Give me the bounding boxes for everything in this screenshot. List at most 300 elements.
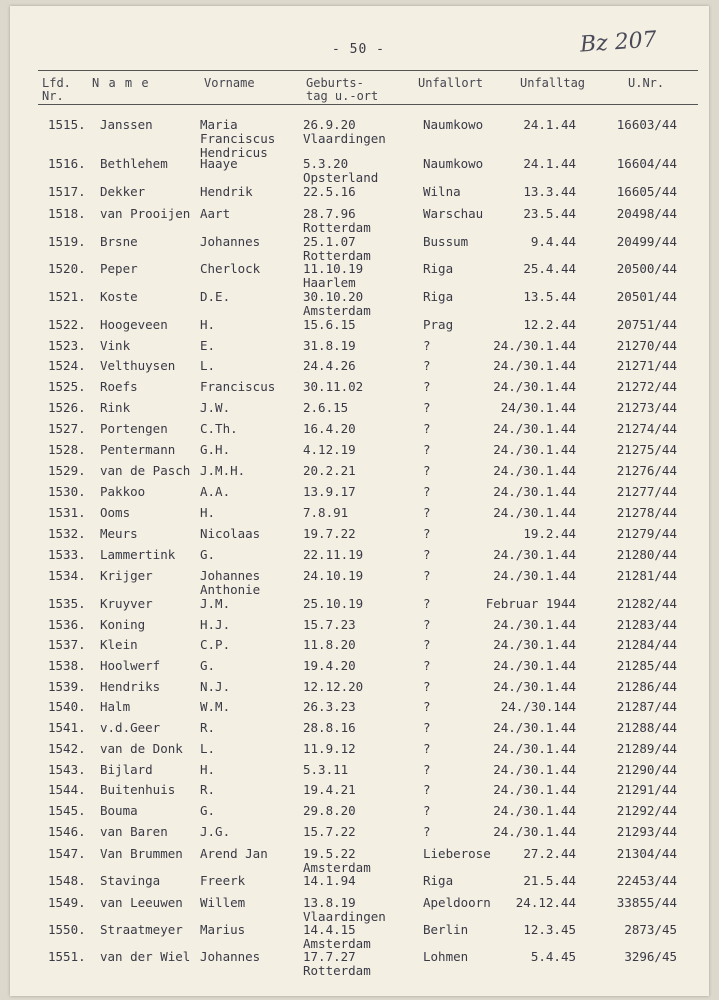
row-geburt: 28.7.96 Rotterdam — [303, 206, 371, 235]
row-u-nr: 21281/44 — [616, 568, 677, 583]
row-name: Brsne — [100, 234, 138, 249]
row-u-nr: 20501/44 — [616, 289, 677, 304]
row-number: 1539. — [48, 679, 86, 694]
row-geburt: 2.6.15 — [303, 400, 349, 415]
table-row — [0, 721, 719, 741]
row-u-nr: 33855/44 — [616, 895, 677, 910]
row-geburt: 22.11.19 — [303, 547, 364, 562]
row-geburt: 19.7.22 — [303, 526, 356, 541]
row-vorname: Hendrik — [200, 184, 253, 199]
row-number: 1531. — [48, 505, 86, 520]
row-vorname: D.E. — [200, 289, 231, 304]
row-vorname: G. — [200, 803, 216, 818]
row-vorname: H. — [200, 762, 216, 777]
row-unfalltag: 24./30.1.44 — [493, 338, 576, 353]
row-unfallort: Warschau — [423, 206, 484, 221]
row-name: Van Brummen — [100, 846, 183, 861]
row-u-nr: 21277/44 — [616, 484, 677, 499]
table-row — [0, 874, 719, 894]
row-u-nr: 21283/44 — [616, 617, 677, 632]
row-u-nr: 16605/44 — [616, 184, 677, 199]
row-unfallort: ? — [423, 720, 431, 735]
row-number: 1516. — [48, 156, 86, 171]
row-number: 1546. — [48, 824, 86, 839]
row-vorname: N.J. — [200, 679, 231, 694]
row-geburt: 14.1.94 — [303, 873, 356, 888]
row-unfallort: ? — [423, 803, 431, 818]
row-geburt: 5.3.20 Opsterland — [303, 156, 379, 185]
row-name: Kruyver — [100, 596, 153, 611]
row-unfalltag: 24./30.1.44 — [493, 720, 576, 735]
row-unfallort: ? — [423, 782, 431, 797]
table-row — [0, 261, 719, 290]
row-unfallort: ? — [423, 400, 431, 415]
row-name: Stavinga — [100, 873, 161, 888]
row-unfallort: Lohmen — [423, 949, 469, 964]
row-number: 1543. — [48, 762, 86, 777]
row-unfalltag: 24./30.1.44 — [493, 358, 576, 373]
table-row — [0, 680, 719, 700]
row-unfallort: ? — [423, 617, 431, 632]
row-geburt: 15.7.22 — [303, 824, 356, 839]
row-unfallort: ? — [423, 568, 431, 583]
row-u-nr: 21293/44 — [616, 824, 677, 839]
row-unfallort: Riga — [423, 873, 454, 888]
row-unfalltag: 24./30.1.44 — [493, 421, 576, 436]
row-geburt: 11.10.19 Haarlem — [303, 261, 364, 290]
row-name: Rink — [100, 400, 131, 415]
row-name: Koste — [100, 289, 138, 304]
table-row — [0, 638, 719, 658]
row-name: Velthuysen — [100, 358, 176, 373]
row-u-nr: 21276/44 — [616, 463, 677, 478]
row-unfalltag: 23.5.44 — [523, 206, 576, 221]
row-name: Bijlard — [100, 762, 153, 777]
row-vorname: Johannes — [200, 234, 261, 249]
row-geburt: 30.10.20 Amsterdam — [303, 289, 371, 318]
table-row — [0, 763, 719, 783]
row-vorname: J.W. — [200, 400, 231, 415]
row-unfalltag: 24./30.1.44 — [493, 442, 576, 457]
row-vorname: G.H. — [200, 442, 231, 457]
row-number: 1517. — [48, 184, 86, 199]
row-name: Dekker — [100, 184, 146, 199]
row-name: van der Wiel — [100, 949, 191, 964]
row-geburt: 11.8.20 — [303, 637, 356, 652]
row-name: Straatmeyer — [100, 922, 183, 937]
row-unfalltag: 24./30.1.44 — [493, 379, 576, 394]
row-unfalltag: 24.1.44 — [523, 117, 576, 132]
table-row — [0, 443, 719, 463]
row-number: 1537. — [48, 637, 86, 652]
row-vorname: Haaye — [200, 156, 238, 171]
row-number: 1522. — [48, 317, 86, 332]
table-row — [0, 206, 719, 235]
table-row — [0, 506, 719, 526]
row-unfallort: ? — [423, 637, 431, 652]
row-name: van de Donk — [100, 741, 183, 756]
row-u-nr: 21271/44 — [616, 358, 677, 373]
row-u-nr: 21287/44 — [616, 699, 677, 714]
row-number: 1520. — [48, 261, 86, 276]
row-unfalltag: 25.4.44 — [523, 261, 576, 276]
row-unfallort: Riga — [423, 289, 454, 304]
row-number: 1521. — [48, 289, 86, 304]
row-number: 1550. — [48, 922, 86, 937]
row-vorname: Freerk — [200, 873, 246, 888]
row-u-nr: 21272/44 — [616, 379, 677, 394]
row-unfallort: ? — [423, 741, 431, 756]
row-geburt: 14.4.15 Amsterdam — [303, 922, 371, 951]
handwritten-stamp: Bz 207 — [579, 27, 658, 58]
table-row — [0, 568, 719, 597]
row-unfalltag: 24./30.1.44 — [493, 463, 576, 478]
row-name: Peper — [100, 261, 138, 276]
table-row — [0, 895, 719, 924]
table-row — [0, 485, 719, 505]
row-u-nr: 21273/44 — [616, 400, 677, 415]
row-unfallort: Wilna — [423, 184, 461, 199]
row-number: 1515. — [48, 117, 86, 132]
row-unfallort: ? — [423, 358, 431, 373]
row-unfallort: ? — [423, 679, 431, 694]
row-u-nr: 21270/44 — [616, 338, 677, 353]
row-vorname: Marius — [200, 922, 246, 937]
row-unfallort: Naumkowo — [423, 156, 484, 171]
row-geburt: 20.2.21 — [303, 463, 356, 478]
row-vorname: R. — [200, 720, 216, 735]
row-vorname: Cherlock — [200, 261, 261, 276]
row-vorname: Franciscus — [200, 379, 276, 394]
row-geburt: 28.8.16 — [303, 720, 356, 735]
row-unfalltag: 24./30.1.44 — [493, 741, 576, 756]
row-unfallort: ? — [423, 463, 431, 478]
table-row — [0, 339, 719, 359]
row-unfalltag: 19.2.44 — [523, 526, 576, 541]
row-unfallort: ? — [423, 658, 431, 673]
row-number: 1518. — [48, 206, 86, 221]
table-row — [0, 289, 719, 318]
row-vorname: G. — [200, 658, 216, 673]
row-u-nr: 21291/44 — [616, 782, 677, 797]
row-number: 1540. — [48, 699, 86, 714]
row-name: Lammertink — [100, 547, 176, 562]
row-name: Ooms — [100, 505, 131, 520]
row-unfallort: ? — [423, 484, 431, 499]
row-vorname: L. — [200, 358, 216, 373]
row-name: Bouma — [100, 803, 138, 818]
row-u-nr: 21279/44 — [616, 526, 677, 541]
row-geburt: 13.8.19 Vlaardingen — [303, 895, 386, 924]
row-number: 1527. — [48, 421, 86, 436]
row-unfallort: ? — [423, 596, 431, 611]
row-vorname: Arend Jan — [200, 846, 268, 861]
row-unfalltag: 24./30.1.44 — [493, 679, 576, 694]
row-unfallort: ? — [423, 547, 431, 562]
row-unfallort: Naumkowo — [423, 117, 484, 132]
row-name: Bethlehem — [100, 156, 168, 171]
row-geburt: 12.12.20 — [303, 679, 364, 694]
row-unfallort: ? — [423, 824, 431, 839]
row-number: 1525. — [48, 379, 86, 394]
table-row — [0, 318, 719, 338]
row-name: van de Pasch — [100, 463, 191, 478]
row-geburt: 25.1.07 Rotterdam — [303, 234, 371, 263]
row-u-nr: 20499/44 — [616, 234, 677, 249]
row-name: Buitenhuis — [100, 782, 176, 797]
row-vorname: J.M. — [200, 596, 231, 611]
row-vorname: C.P. — [200, 637, 231, 652]
row-number: 1526. — [48, 400, 86, 415]
row-u-nr: 21285/44 — [616, 658, 677, 673]
row-u-nr: 21289/44 — [616, 741, 677, 756]
row-u-nr: 21304/44 — [616, 846, 677, 861]
row-u-nr: 21292/44 — [616, 803, 677, 818]
row-number: 1547. — [48, 846, 86, 861]
row-number: 1534. — [48, 568, 86, 583]
row-unfalltag: 24./30.1.44 — [493, 505, 576, 520]
row-vorname: L. — [200, 741, 216, 756]
row-u-nr: 20500/44 — [616, 261, 677, 276]
row-u-nr: 20498/44 — [616, 206, 677, 221]
row-name: Hendriks — [100, 679, 161, 694]
row-u-nr: 16604/44 — [616, 156, 677, 171]
row-name: Krijger — [100, 568, 153, 583]
row-name: van Leeuwen — [100, 895, 183, 910]
row-geburt: 19.4.21 — [303, 782, 356, 797]
row-vorname: C.Th. — [200, 421, 238, 436]
row-name: van Baren — [100, 824, 168, 839]
table-row — [0, 783, 719, 803]
table-row — [0, 659, 719, 679]
row-unfalltag: 12.2.44 — [523, 317, 576, 332]
header-vorname: Vorname — [204, 76, 255, 90]
row-unfallort: ? — [423, 762, 431, 777]
row-name: Hoolwerf — [100, 658, 161, 673]
row-geburt: 25.10.19 — [303, 596, 364, 611]
row-vorname: E. — [200, 338, 216, 353]
header-name: N a m e — [92, 76, 150, 90]
row-vorname: R. — [200, 782, 216, 797]
row-u-nr: 16603/44 — [616, 117, 677, 132]
header-u-nr: U.Nr. — [628, 76, 665, 90]
row-number: 1548. — [48, 873, 86, 888]
row-u-nr: 21280/44 — [616, 547, 677, 562]
row-name: v.d.Geer — [100, 720, 161, 735]
row-geburt: 30.11.02 — [303, 379, 364, 394]
table-row — [0, 825, 719, 845]
row-unfalltag: 12.3.45 — [523, 922, 576, 937]
row-number: 1536. — [48, 617, 86, 632]
row-geburt: 5.3.11 — [303, 762, 349, 777]
row-unfallort: ? — [423, 338, 431, 353]
row-unfalltag: 24./30.1.44 — [493, 547, 576, 562]
row-vorname: Aart — [200, 206, 231, 221]
table-row — [0, 185, 719, 205]
row-unfalltag: 24./30.144 — [500, 699, 576, 714]
row-u-nr: 20751/44 — [616, 317, 677, 332]
row-number: 1528. — [48, 442, 86, 457]
row-u-nr: 21284/44 — [616, 637, 677, 652]
row-name: Pakkoo — [100, 484, 146, 499]
row-geburt: 19.5.22 Amsterdam — [303, 846, 371, 875]
table-row — [0, 156, 719, 185]
row-vorname: H. — [200, 317, 216, 332]
table-row — [0, 804, 719, 824]
row-number: 1549. — [48, 895, 86, 910]
row-unfallort: Prag — [423, 317, 454, 332]
row-unfallort: Berlin — [423, 922, 469, 937]
row-vorname: W.M. — [200, 699, 231, 714]
row-u-nr: 21282/44 — [616, 596, 677, 611]
row-unfallort: ? — [423, 421, 431, 436]
row-unfallort: ? — [423, 526, 431, 541]
row-name: Pentermann — [100, 442, 176, 457]
row-unfalltag: 13.3.44 — [523, 184, 576, 199]
header-top-rule — [38, 70, 698, 71]
row-unfalltag: 5.4.45 — [530, 949, 576, 964]
row-vorname: J.G. — [200, 824, 231, 839]
table-row — [0, 422, 719, 442]
row-unfallort: ? — [423, 505, 431, 520]
row-vorname: Willem — [200, 895, 246, 910]
row-unfallort: Riga — [423, 261, 454, 276]
row-unfallort: Bussum — [423, 234, 469, 249]
row-unfalltag: Februar 1944 — [485, 596, 576, 611]
table-row — [0, 401, 719, 421]
row-name: van Prooijen — [100, 206, 191, 221]
row-unfallort: ? — [423, 379, 431, 394]
row-geburt: 26.3.23 — [303, 699, 356, 714]
row-geburt: 4.12.19 — [303, 442, 356, 457]
table-row — [0, 527, 719, 547]
header-unfalltag: Unfalltag — [520, 76, 586, 90]
row-vorname: A.A. — [200, 484, 231, 499]
row-name: Janssen — [100, 117, 153, 132]
table-row — [0, 117, 719, 160]
row-name: Koning — [100, 617, 146, 632]
row-unfalltag: 24./30.1.44 — [493, 762, 576, 777]
row-vorname: Nicolaas — [200, 526, 261, 541]
table-row — [0, 380, 719, 400]
row-u-nr: 22453/44 — [616, 873, 677, 888]
row-vorname: Johannes Anthonie — [200, 568, 261, 597]
table-row — [0, 700, 719, 720]
table-row — [0, 359, 719, 379]
row-vorname: H. — [200, 505, 216, 520]
page-number: - 50 - — [332, 42, 385, 57]
table-row — [0, 742, 719, 762]
header-unfallort: Unfallort — [418, 76, 484, 90]
row-number: 1532. — [48, 526, 86, 541]
row-unfalltag: 24./30.1.44 — [493, 658, 576, 673]
row-vorname: H.J. — [200, 617, 231, 632]
row-number: 1544. — [48, 782, 86, 797]
row-unfalltag: 24./30.1.44 — [493, 824, 576, 839]
row-geburt: 19.4.20 — [303, 658, 356, 673]
row-geburt: 24.4.26 — [303, 358, 356, 373]
row-geburt: 24.10.19 — [303, 568, 364, 583]
table-row — [0, 922, 719, 951]
row-number: 1535. — [48, 596, 86, 611]
row-number: 1519. — [48, 234, 86, 249]
row-geburt: 17.7.27 Rotterdam — [303, 949, 371, 978]
row-unfalltag: 27.2.44 — [523, 846, 576, 861]
row-unfalltag: 9.4.44 — [530, 234, 576, 249]
row-number: 1530. — [48, 484, 86, 499]
row-number: 1529. — [48, 463, 86, 478]
header-geburt: Geburts- tag u.-ort — [306, 76, 379, 103]
row-unfalltag: 24./30.1.44 — [493, 568, 576, 583]
table-row — [0, 618, 719, 638]
row-unfallort: ? — [423, 699, 431, 714]
header-bottom-rule — [38, 104, 698, 105]
row-name: Halm — [100, 699, 131, 714]
row-u-nr: 21274/44 — [616, 421, 677, 436]
row-geburt: 26.9.20 Vlaardingen — [303, 117, 386, 146]
row-unfalltag: 24./30.1.44 — [493, 782, 576, 797]
table-row — [0, 846, 719, 875]
row-name: Portengen — [100, 421, 168, 436]
row-geburt: 15.7.23 — [303, 617, 356, 632]
header-lfd-nr: Lfd. Nr. — [42, 76, 71, 103]
row-u-nr: 2873/45 — [624, 922, 677, 937]
row-unfalltag: 24.12.44 — [515, 895, 576, 910]
row-vorname: J.M.H. — [200, 463, 246, 478]
row-geburt: 11.9.12 — [303, 741, 356, 756]
row-name: Roefs — [100, 379, 138, 394]
row-name: Meurs — [100, 526, 138, 541]
row-unfalltag: 24/30.1.44 — [500, 400, 576, 415]
table-row — [0, 597, 719, 617]
row-unfallort: Apeldoorn — [423, 895, 491, 910]
row-unfalltag: 24.1.44 — [523, 156, 576, 171]
row-u-nr: 21286/44 — [616, 679, 677, 694]
row-unfalltag: 24./30.1.44 — [493, 637, 576, 652]
row-name: Hoogeveen — [100, 317, 168, 332]
row-geburt: 22.5.16 — [303, 184, 356, 199]
row-vorname: Maria Franciscus Hendricus — [200, 117, 276, 160]
row-unfalltag: 21.5.44 — [523, 873, 576, 888]
row-number: 1542. — [48, 741, 86, 756]
row-number: 1524. — [48, 358, 86, 373]
row-geburt: 31.8.19 — [303, 338, 356, 353]
row-name: Vink — [100, 338, 131, 353]
row-geburt: 13.9.17 — [303, 484, 356, 499]
row-u-nr: 21275/44 — [616, 442, 677, 457]
row-geburt: 15.6.15 — [303, 317, 356, 332]
table-row — [0, 548, 719, 568]
row-unfallort: Lieberose — [423, 846, 491, 861]
row-geburt: 16.4.20 — [303, 421, 356, 436]
row-number: 1545. — [48, 803, 86, 818]
row-geburt: 29.8.20 — [303, 803, 356, 818]
table-row — [0, 949, 719, 978]
row-u-nr: 21288/44 — [616, 720, 677, 735]
row-number: 1541. — [48, 720, 86, 735]
row-number: 1523. — [48, 338, 86, 353]
row-unfalltag: 13.5.44 — [523, 289, 576, 304]
row-number: 1551. — [48, 949, 86, 964]
row-unfalltag: 24./30.1.44 — [493, 803, 576, 818]
row-geburt: 7.8.91 — [303, 505, 349, 520]
row-u-nr: 3296/45 — [624, 949, 677, 964]
row-vorname: G. — [200, 547, 216, 562]
row-number: 1538. — [48, 658, 86, 673]
row-unfallort: ? — [423, 442, 431, 457]
row-u-nr: 21290/44 — [616, 762, 677, 777]
row-unfalltag: 24./30.1.44 — [493, 484, 576, 499]
